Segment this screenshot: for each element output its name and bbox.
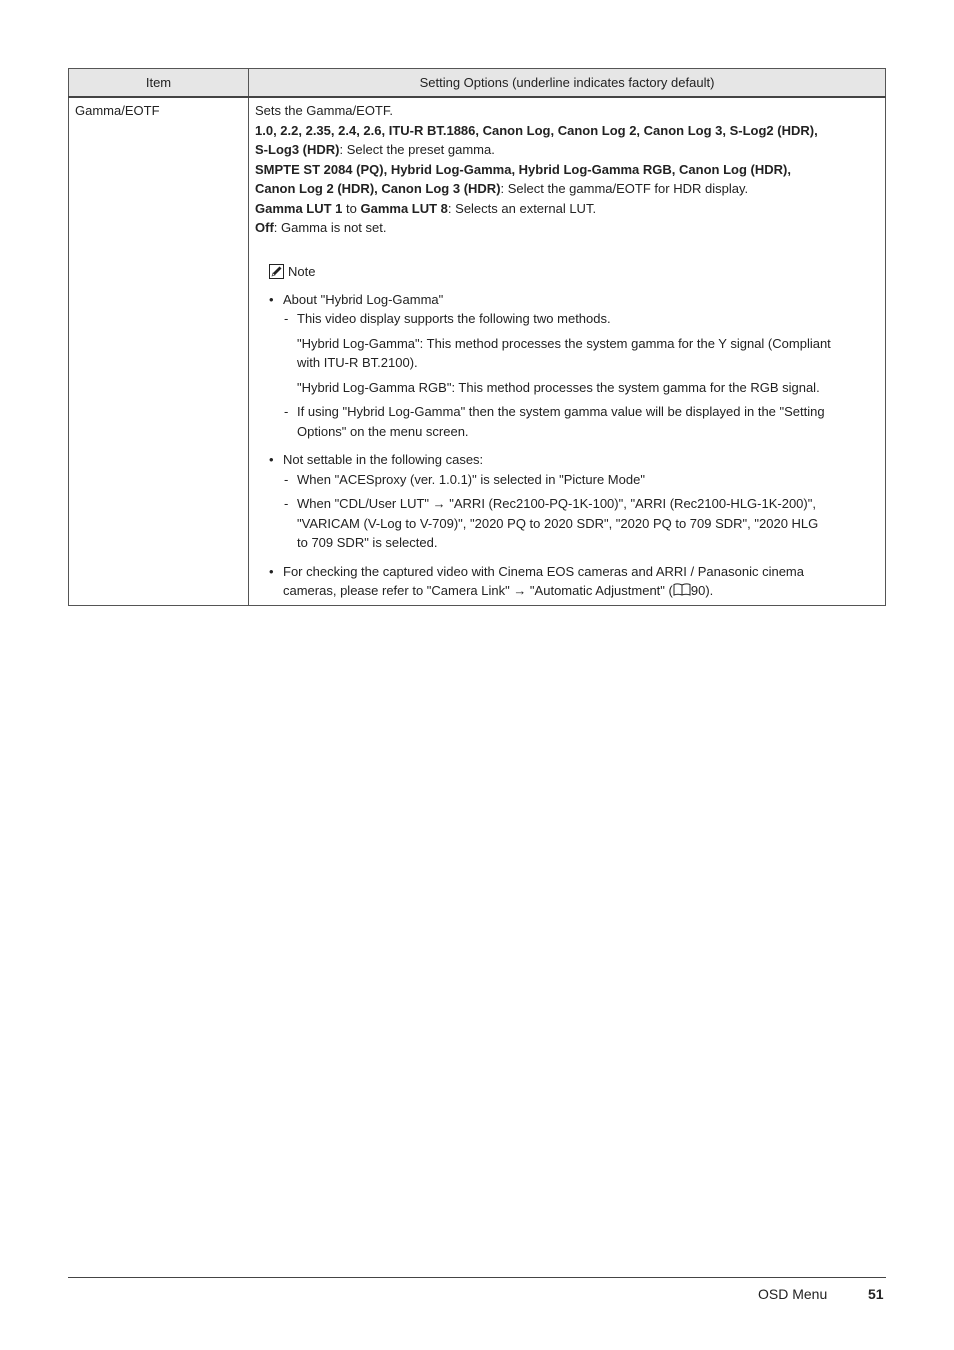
lut-last: Gamma LUT 8 — [360, 200, 448, 216]
header-item: Item — [69, 69, 249, 98]
note-b1-p1b: with ITU-R BT.2100). — [297, 355, 418, 370]
hdr-gamma-values: SMPTE ST 2084 (PQ), Hybrid Log-Gamma, Hybrid Log-Gamma RGB, Canon Log (HDR), — [255, 161, 791, 177]
options-intro: Sets the Gamma/EOTF. — [255, 103, 393, 118]
lut-to: to — [342, 200, 361, 216]
note-b2-d2c: to 709 SDR" is selected. — [297, 535, 438, 550]
preset-gamma-desc: : Select the preset gamma. — [339, 142, 495, 157]
note-title: Note — [288, 263, 316, 279]
list-item — [269, 450, 879, 553]
list-item — [269, 290, 879, 442]
lut-first: Gamma LUT 1 — [255, 200, 343, 216]
pencil-note-icon — [269, 264, 284, 279]
list-item — [283, 494, 879, 553]
note-b2-d2a: When "CDL/User LUT" → "ARRI (Rec2100-PQ-1K-100)", "ARRI (Rec2100-HLG-1K-200)", — [297, 496, 816, 511]
settings-table — [68, 68, 886, 606]
note-b3b: cameras, please refer to "Camera Link" → "Automatic Adjustment" ( — [283, 583, 673, 598]
note-b3b-post: ). — [705, 583, 714, 598]
list-item — [269, 562, 879, 601]
table-header-row — [69, 69, 886, 98]
hdr-gamma-values-cont: Canon Log 2 (HDR), Canon Log 3 (HDR) — [255, 181, 501, 196]
note-b1-d2a: If using "Hybrid Log-Gamma" then the system gamma value will be displayed in the "Setting — [297, 404, 825, 419]
off-value: Off — [255, 220, 274, 235]
list-item — [283, 402, 879, 441]
note-b1-p1 — [297, 334, 879, 373]
note-b2-title: • Not settable in the following cases: — [283, 452, 484, 467]
footer-divider — [68, 1277, 886, 1278]
off-line — [255, 218, 879, 238]
note-b1-title: • About "Hybrid Log-Gamma" — [283, 291, 444, 307]
table-row — [69, 97, 886, 605]
lut-line — [255, 199, 879, 219]
off-desc: : Gamma is not set. — [273, 220, 387, 235]
note-b2-d2b: "VARICAM (V-Log to V-709)", "2020 PQ to 2020 SDR", "2020 PQ to 709 SDR", "2020 HLG — [297, 515, 819, 531]
preset-gamma-values: 1.0, 2.2, 2.35, 2.4, 2.6, ITU-R BT.1886, Canon Log, Canon Log 2, Canon Log 3, S-Log2 (HDR), — [255, 122, 818, 138]
preset-gamma-values-cont: S-Log3 (HDR) — [255, 142, 340, 157]
note-b2-d1: When "ACESproxy (ver. 1.0.1)" is selected in "Picture Mode" — [297, 471, 645, 487]
note-b1-d2b: Options" on the menu screen. — [297, 423, 469, 439]
row-options — [249, 97, 886, 605]
hdr-gamma-line — [255, 179, 879, 199]
note-b1-p2: "Hybrid Log-Gamma RGB": This method processes the system gamma for the RGB signal. — [297, 379, 820, 395]
note-heading — [269, 262, 879, 282]
hdr-gamma-desc: : Select the gamma/EOTF for HDR display. — [500, 181, 749, 196]
note-box — [269, 262, 879, 601]
header-setting-options: Setting Options (underline indicates factory default) — [249, 69, 886, 98]
sub-list — [283, 470, 879, 553]
lut-desc: : Selects an external LUT. — [447, 200, 597, 216]
sub-list — [283, 309, 879, 441]
note-list — [269, 290, 879, 601]
preset-gamma-line — [255, 140, 879, 160]
list-item — [283, 470, 879, 490]
footer-section-title: OSD Menu — [758, 1286, 828, 1302]
book-icon — [673, 582, 691, 595]
row-item-gamma-eotf: Gamma/EOTF — [69, 97, 249, 605]
list-item — [283, 309, 879, 397]
footer-page-number: 51 — [868, 1286, 884, 1302]
note-b1-d1: - This video display supports the following two methods. — [297, 311, 611, 326]
note-b3a: For checking the captured video with Cinema EOS cameras and ARRI / Panasonic cinema — [283, 563, 804, 579]
note-b3-page-ref[interactable]: 90 — [690, 583, 706, 598]
note-b1-p1a: "Hybrid Log-Gamma": This method processes the system gamma for the Y signal (Compliant — [297, 335, 831, 351]
